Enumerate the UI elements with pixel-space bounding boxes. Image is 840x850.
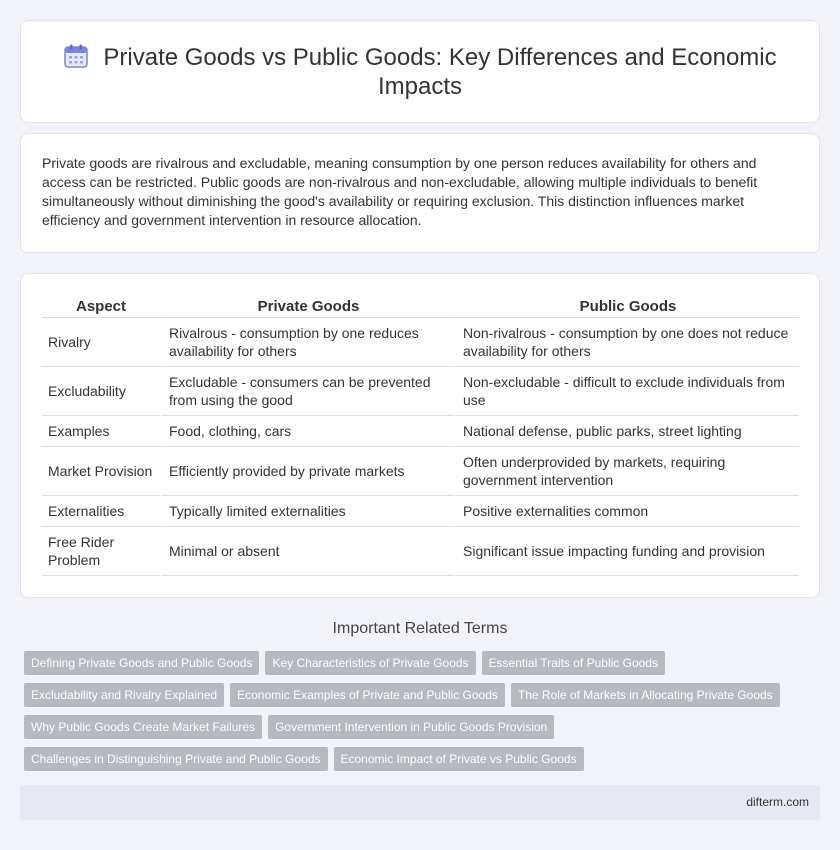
cell-aspect: Externalities [42,496,160,527]
cell-aspect: Market Provision [42,447,160,496]
table-row [42,318,799,367]
cell-public: Often underprovided by markets, requiring government intervention [454,447,799,496]
cell-aspect: Excludability [42,367,160,416]
table-row [42,367,799,416]
tag-row [24,715,820,739]
cell-private: Excludable - consumers can be prevented from using the good [160,367,454,416]
cell-private: Food, clothing, cars [160,416,454,447]
cell-public: National defense, public parks, street lighting [454,416,799,447]
cell-public: Positive externalities common [454,496,799,527]
table-row [42,416,799,447]
tag-row [24,651,820,675]
related-term-link[interactable]: Defining Private Goods and Public Goods [24,651,259,675]
related-term-link[interactable]: Key Characteristics of Private Goods [265,651,475,675]
header-private-goods: Private Goods [160,296,454,318]
comparison-table [42,296,799,576]
table-row [42,447,799,496]
table-header-row [42,296,799,318]
related-terms-list [24,651,820,779]
header-public-goods: Public Goods [454,296,799,318]
page-title-text: Private Goods vs Public Goods: Key Differences and Economic Impacts [103,44,777,100]
header-aspect: Aspect [42,296,160,318]
calendar-icon [63,43,89,69]
header-card [20,20,820,123]
cell-private: Minimal or absent [160,527,454,576]
cell-aspect: Rivalry [42,318,160,367]
comparison-card [20,273,820,598]
cell-aspect: Free Rider Problem [42,527,160,576]
related-term-link[interactable]: Economic Impact of Private vs Public Goods [334,747,584,771]
cell-aspect: Examples [42,416,160,447]
related-term-link[interactable]: Government Intervention in Public Goods Provision [268,715,554,739]
intro-card [20,133,820,253]
tag-row [24,747,820,771]
related-term-link[interactable]: The Role of Markets in Allocating Private Goods [511,683,780,707]
site-name[interactable]: difterm.com [746,795,809,809]
page-title [61,43,779,101]
cell-public: Non-rivalrous - consumption by one does not reduce availability for others [454,318,799,367]
related-term-link[interactable]: Why Public Goods Create Market Failures [24,715,262,739]
related-term-link[interactable]: Economic Examples of Private and Public Goods [230,683,505,707]
cell-private: Efficiently provided by private markets [160,447,454,496]
related-terms-title: Important Related Terms [332,620,508,637]
intro-paragraph: Private goods are rivalrous and excludable, meaning consumption by one person reduces availability for others and access can be restricted. Public goods are non-rivalrous and non-excludable, allowing multiple individuals to benefit simultaneously without diminishing the good's availability or requiring exclusion. This distinction influences market efficiency and government intervention in resource allocation. [42,155,758,228]
cell-private: Typically limited externalities [160,496,454,527]
related-term-link[interactable]: Essential Traits of Public Goods [482,651,665,675]
footer [20,785,820,820]
tag-row [24,683,820,707]
table-row [42,527,799,576]
table-row [42,496,799,527]
related-term-link[interactable]: Challenges in Distinguishing Private and Public Goods [24,747,328,771]
related-term-link[interactable]: Excludability and Rivalry Explained [24,683,224,707]
cell-public: Significant issue impacting funding and provision [454,527,799,576]
cell-private: Rivalrous - consumption by one reduces availability for others [160,318,454,367]
cell-public: Non-excludable - difficult to exclude individuals from use [454,367,799,416]
